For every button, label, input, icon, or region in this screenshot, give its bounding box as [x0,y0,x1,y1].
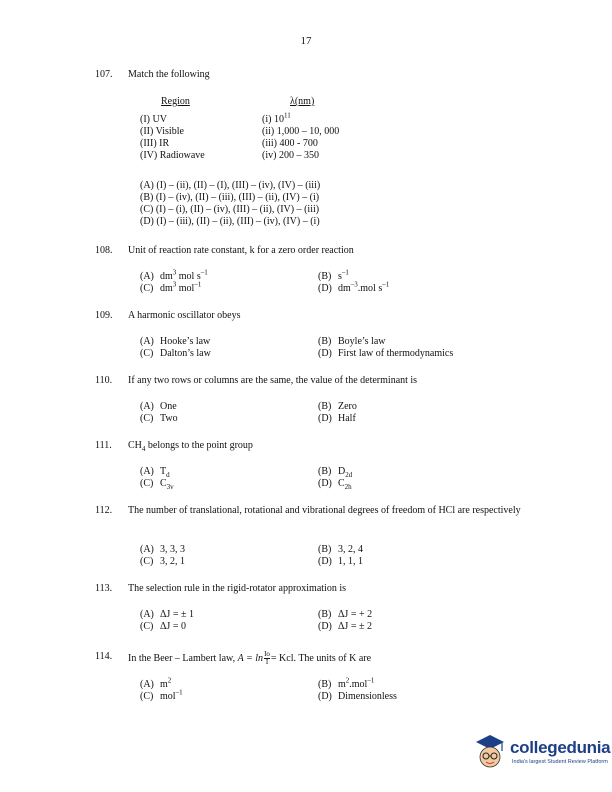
question-number: 113. [95,583,113,594]
region-item: (II) Visible [140,126,184,137]
question-text: A harmonic oscillator obeys [128,310,241,321]
lambda-item: (i) $10^{11}$ [262,111,291,125]
question-number: 109. [95,310,113,321]
mascot-icon [472,732,508,772]
option-d[interactable]: (D) 1, 1, 1 [318,556,363,567]
fraction: $\frac{Io}{I}$ [264,650,270,666]
region-item: (III) IR [140,138,170,149]
option-a[interactable]: (A) ΔJ = ± 1 [140,609,194,620]
question-number: 112. [95,505,113,516]
option-d[interactable]: (D) First law of thermodynamics [318,348,454,359]
option-d[interactable]: (D) (I) – (iii), (II) – (ii), (III) – (iv), (IV) – (i) [140,216,320,227]
equation-rhs: = Kcl. [270,652,296,664]
option-a[interactable]: (A) Hooke’s law [140,336,211,347]
lambda-item: (iii) 400 - 700 [262,138,318,149]
option-d[interactable]: (D) $dm^{-3}.mol$ $s^{-1}$ [318,280,390,294]
region-item: (I) UV [140,114,167,125]
question-text: Unit of reaction rate constant, k for a zero order reaction [128,245,354,256]
lambda-list [262,111,340,162]
option-c[interactable]: (C) $dm^3$ mol$^{-1}$ [140,280,202,294]
region-list [140,114,205,162]
option-a[interactable]: (A) $dm^3$ mol $s^{-1}$ [140,268,208,282]
equation-lhs: A = ln [237,652,264,664]
option-c[interactable]: (C) mol$^{-1}$ [140,688,183,702]
option-a[interactable]: (A) 3, 3, 3 [140,544,185,555]
option-c[interactable]: (C) ΔJ = 0 [140,621,186,632]
option-a[interactable]: (A) $T_d$ [140,466,170,479]
question-text: If any two rows or columns are the same, the value of the determinant is [128,375,418,386]
question-text: Match the following [128,69,210,80]
lambda-item: (iv) 200 – 350 [262,150,319,161]
region-header: Region [161,96,190,107]
option-b[interactable]: (B) Boyle’s law [318,336,386,347]
option-c[interactable]: (C) Two [140,413,178,424]
option-b[interactable]: (B) $s^{-1}$ [318,268,349,282]
question-text: The number of translational, rotational and vibrational degrees of freedom of HCl are respectively [128,505,521,516]
option-b[interactable]: (B) Zero [318,401,357,412]
option-b[interactable]: (B) $m^2.mol^{-1}$ [318,676,375,690]
option-d[interactable]: (D) $C_{2h}$ [318,478,352,491]
question-text: In the Beer – Lambert law, A = ln $\frac{Io}{I}$ = Kcl. The units of K are [128,650,372,666]
option-a[interactable]: (A) (I) – (ii), (II) – (I), (III) – (iv), (IV) – (iii) [140,180,321,191]
question-text: The selection rule in the rigid-rotator approximation is [128,583,346,594]
option-a[interactable]: (A) $m^2$ [140,676,172,690]
question-number: 111. [95,440,112,451]
lambda-item: (ii) 1,000 – 10, 000 [262,126,340,137]
option-b[interactable]: (B) ΔJ = + 2 [318,609,373,620]
option-d[interactable]: (D) ΔJ = ± 2 [318,621,372,632]
lambda-header: λ(nm) [290,96,315,107]
question-number: 110. [95,375,113,386]
option-c[interactable]: (C) (I) – (i), (II) – (iv), (III) – (ii), (IV) – (iii) [140,204,320,215]
option-b[interactable]: (B) 3, 2, 4 [318,544,363,555]
option-b[interactable]: (B) (I) – (iv), (II) – (iii), (III) – (ii), (IV) – (i) [140,192,320,203]
option-b[interactable]: (B) $D_{2d}$ [318,466,353,479]
question-text: $CH_4$ belongs to the point group [128,440,253,453]
page-number: 17 [300,35,312,47]
question-number: 107. [95,69,113,80]
question-number: 108. [95,245,113,256]
logo-text: collegedunia [510,738,611,757]
option-c[interactable]: (C) Dalton’s law [140,348,211,359]
region-item: (IV) Radiowave [140,150,205,161]
collegedunia-logo[interactable] [472,732,611,772]
option-a[interactable]: (A) One [140,401,177,412]
option-c[interactable]: (C) 3, 2, 1 [140,556,185,567]
logo-tagline: India's largest Student Review Platform [512,759,608,765]
option-d[interactable]: (D) Half [318,413,356,424]
question-number: 114. [95,651,113,662]
option-d[interactable]: (D) Dimensionless [318,691,397,702]
option-c[interactable]: (C) $C_{3v}$ [140,478,174,491]
